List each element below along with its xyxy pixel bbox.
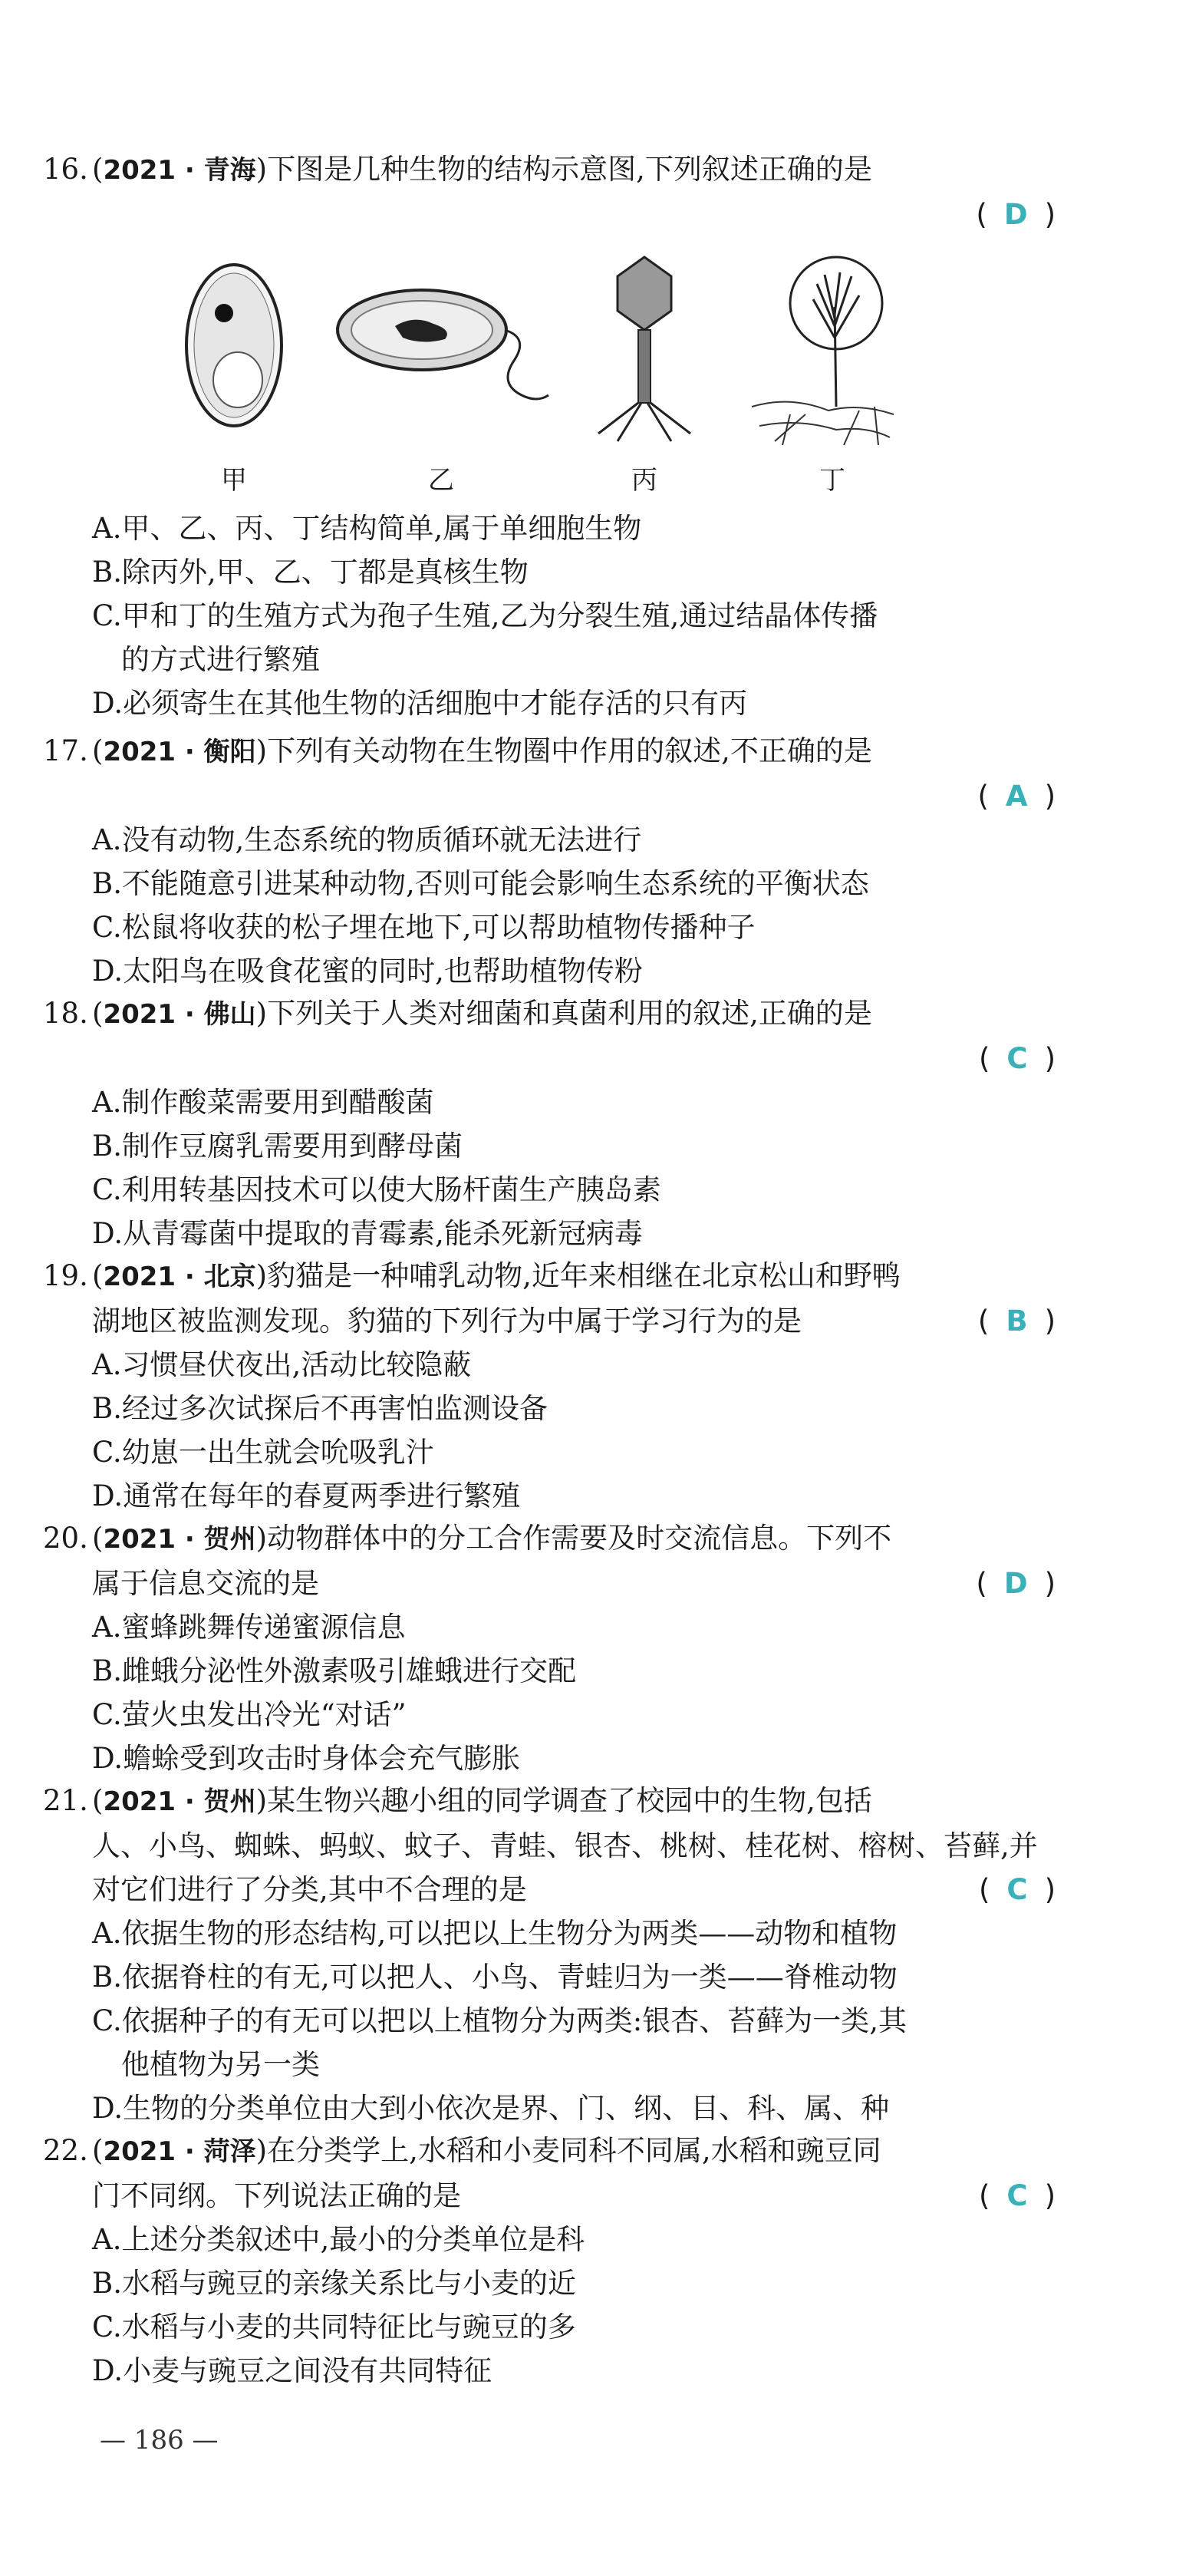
- page-number: — 186 —: [100, 2425, 219, 2456]
- answer-letter: C: [1006, 1873, 1028, 1906]
- question-text: 豹猫是一种哺乳动物,近年来相继在北京松山和野鸭: [267, 1259, 901, 1292]
- option-b: B.不能随意引进某种动物,否则可能会影响生态系统的平衡状态: [92, 867, 869, 900]
- question-stem: 18. (2021 · 佛山)下列关于人类对细菌和真菌利用的叙述,正确的是: [43, 991, 1056, 1037]
- question-source: 2021 · 青海: [103, 155, 256, 186]
- question-number: 22.: [43, 2134, 88, 2167]
- mold-figure: [744, 253, 898, 456]
- option-a: A.上述分类叙述中,最小的分类单位是科: [92, 2223, 585, 2256]
- figure-label-jia: 甲: [221, 465, 247, 496]
- option-a: A.甲、乙、丙、丁结构简单,属于单细胞生物: [92, 512, 642, 545]
- question-source: 2021 · 贺州: [103, 1786, 256, 1817]
- answer-bracket: ( C ): [978, 1042, 1056, 1075]
- option-c: C.幼崽一出生就会吮吸乳汁: [92, 1436, 434, 1469]
- option-b: B.雌蛾分泌性外激素吸引雄蛾进行交配: [92, 1654, 576, 1687]
- question-text: 下列关于人类对细菌和真菌利用的叙述,正确的是: [267, 997, 872, 1030]
- answer-bracket: ( A ): [977, 780, 1056, 813]
- question-text: 动物群体中的分工合作需要及时交流信息。下列不: [267, 1522, 892, 1555]
- question-text: 下图是几种生物的结构示意图,下列叙述正确的是: [267, 153, 872, 186]
- question-stem: 17. (2021 · 衡阳)下列有关动物在生物圈中作用的叙述,不正确的是: [43, 729, 1056, 774]
- option-d: D.太阳鸟在吸食花蜜的同时,也帮助植物传粉: [92, 955, 643, 988]
- question-stem-line2: [43, 1299, 1056, 1343]
- question-stem-line2: [43, 2174, 1056, 2218]
- bacteriophage-figure: [591, 253, 698, 456]
- option-c: C.甲和丁的生殖方式为孢子生殖,乙为分裂生殖,通过结晶体传播: [92, 599, 878, 632]
- option-c-continued: 的方式进行繁殖: [121, 643, 320, 676]
- question-stem: 16. (2021 · 青海)下图是几种生物的结构示意图,下列叙述正确的是: [43, 147, 1056, 193]
- answer-letter: A: [1005, 780, 1028, 813]
- option-c: C.松鼠将收获的松子埋在地下,可以帮助植物传播种子: [92, 911, 756, 944]
- question-text: 湖地区被监测发现。豹猫的下列行为中属于学习行为的是: [92, 1304, 802, 1337]
- option-a: A.蜜蜂跳舞传递蜜源信息: [92, 1611, 406, 1644]
- option-a: A.依据生物的形态结构,可以把以上生物分为两类——动物和植物: [92, 1917, 898, 1950]
- figure-label-yi: 乙: [428, 465, 454, 496]
- answer-bracket: ( C ): [978, 2179, 1056, 2212]
- option-b: B.除丙外,甲、乙、丁都是真核生物: [92, 556, 529, 589]
- question-number: 17.: [43, 734, 88, 767]
- answer-bracket: ( D ): [976, 198, 1056, 231]
- option-d: D.从青霉菌中提取的青霉素,能杀死新冠病毒: [92, 1217, 643, 1250]
- answer-letter: D: [1003, 198, 1028, 231]
- question-16: [43, 147, 1056, 236]
- question-text: 某生物兴趣小组的同学调查了校园中的生物,包括: [267, 1784, 872, 1817]
- option-d: D.生物的分类单位由大到小依次是界、门、纲、目、科、属、种: [92, 2092, 890, 2125]
- answer-bracket: ( B ): [977, 1304, 1056, 1337]
- answer-letter: D: [1003, 1567, 1028, 1600]
- option-d: D.蟾蜍受到攻击时身体会充气膨胀: [92, 1742, 521, 1775]
- option-a: A.制作酸菜需要用到醋酸菌: [92, 1086, 434, 1119]
- option-a: A.习惯昼伏夜出,活动比较隐蔽: [92, 1348, 472, 1381]
- question-stem-line2: [43, 1562, 1056, 1605]
- question-text: 在分类学上,水稻和小麦同科不同属,水稻和豌豆同: [267, 2134, 881, 2167]
- figure-label-ding: 丁: [819, 465, 845, 496]
- option-b: B.经过多次试探后不再害怕监测设备: [92, 1392, 548, 1425]
- option-a: A.没有动物,生态系统的物质循环就无法进行: [92, 823, 642, 856]
- option-d: D.必须寄生在其他生物的活细胞中才能存活的只有丙: [92, 687, 748, 720]
- question-stem-line3: [43, 1868, 1056, 1911]
- answer-bracket: ( D ): [976, 1567, 1056, 1600]
- question-stem: 20. (2021 · 贺州)动物群体中的分工合作需要及时交流信息。下列不: [43, 1516, 1056, 1562]
- question-22: [43, 2129, 1056, 2393]
- answer-bracket: ( C ): [978, 1873, 1056, 1906]
- question-17: [43, 729, 1056, 993]
- question-number: 18.: [43, 997, 88, 1030]
- question-stem: 21. (2021 · 贺州)某生物兴趣小组的同学调查了校园中的生物,包括: [43, 1779, 1056, 1824]
- option-b: B.制作豆腐乳需要用到酵母菌: [92, 1130, 463, 1163]
- question-number: 21.: [43, 1784, 88, 1817]
- question-stem: 19. (2021 · 北京)豹猫是一种哺乳动物,近年来相继在北京松山和野鸭: [43, 1254, 1056, 1299]
- figure-label-bing: 丙: [631, 465, 657, 496]
- option-b: B.依据脊柱的有无,可以把人、小鸟、青蛙归为一类——脊椎动物: [92, 1961, 898, 1994]
- question-21: [43, 1779, 1056, 2130]
- question-text: 门不同纲。下列说法正确的是: [92, 2179, 461, 2212]
- answer-letter: C: [1006, 1042, 1028, 1075]
- question-source: 2021 · 北京: [103, 1262, 256, 1292]
- answer-letter: B: [1006, 1304, 1028, 1337]
- question-18: [43, 991, 1056, 1255]
- question-number: 16.: [43, 153, 88, 186]
- bacterium-figure: [330, 253, 552, 448]
- question-number: 19.: [43, 1259, 88, 1292]
- question-number: 20.: [43, 1522, 88, 1555]
- question-stem: 22. (2021 · 菏泽)在分类学上,水稻和小麦同科不同属,水稻和豌豆同: [43, 2129, 1056, 2174]
- organism-figures: [138, 253, 982, 499]
- question-source: 2021 · 贺州: [103, 1524, 256, 1555]
- option-c: C.水稻与小麦的共同特征比与豌豆的多: [92, 2310, 576, 2343]
- option-c-continued: 他植物为另一类: [121, 2048, 320, 2081]
- option-b: B.水稻与豌豆的亲缘关系比与小麦的近: [92, 2267, 576, 2300]
- question-source: 2021 · 菏泽: [103, 2136, 256, 2167]
- option-c: C.依据种子的有无可以把以上植物分为两类:银杏、苔藓为一类,其: [92, 2004, 907, 2037]
- question-16-options: [43, 506, 1056, 725]
- option-c: C.萤火虫发出冷光“对话”: [92, 1698, 407, 1731]
- question-source: 2021 · 衡阳: [103, 737, 256, 767]
- question-stem-line2: 人、小鸟、蜘蛛、蚂蚁、蚊子、青蛙、银杏、桃树、桂花树、榕树、苔藓,并: [92, 1829, 1038, 1862]
- question-19: [43, 1254, 1056, 1518]
- question-text: 对它们进行了分类,其中不合理的是: [92, 1873, 527, 1906]
- option-d: D.通常在每年的春夏两季进行繁殖: [92, 1479, 521, 1512]
- option-d: D.小麦与豌豆之间没有共同特征: [92, 2354, 492, 2387]
- answer-letter: C: [1006, 2179, 1028, 2212]
- question-text: 属于信息交流的是: [92, 1567, 319, 1600]
- question-20: [43, 1516, 1056, 1780]
- question-source: 2021 · 佛山: [103, 999, 256, 1030]
- option-c: C.利用转基因技术可以使大肠杆菌生产胰岛素: [92, 1173, 661, 1206]
- question-text: 下列有关动物在生物圈中作用的叙述,不正确的是: [267, 734, 872, 767]
- yeast-cell-figure: [176, 253, 292, 448]
